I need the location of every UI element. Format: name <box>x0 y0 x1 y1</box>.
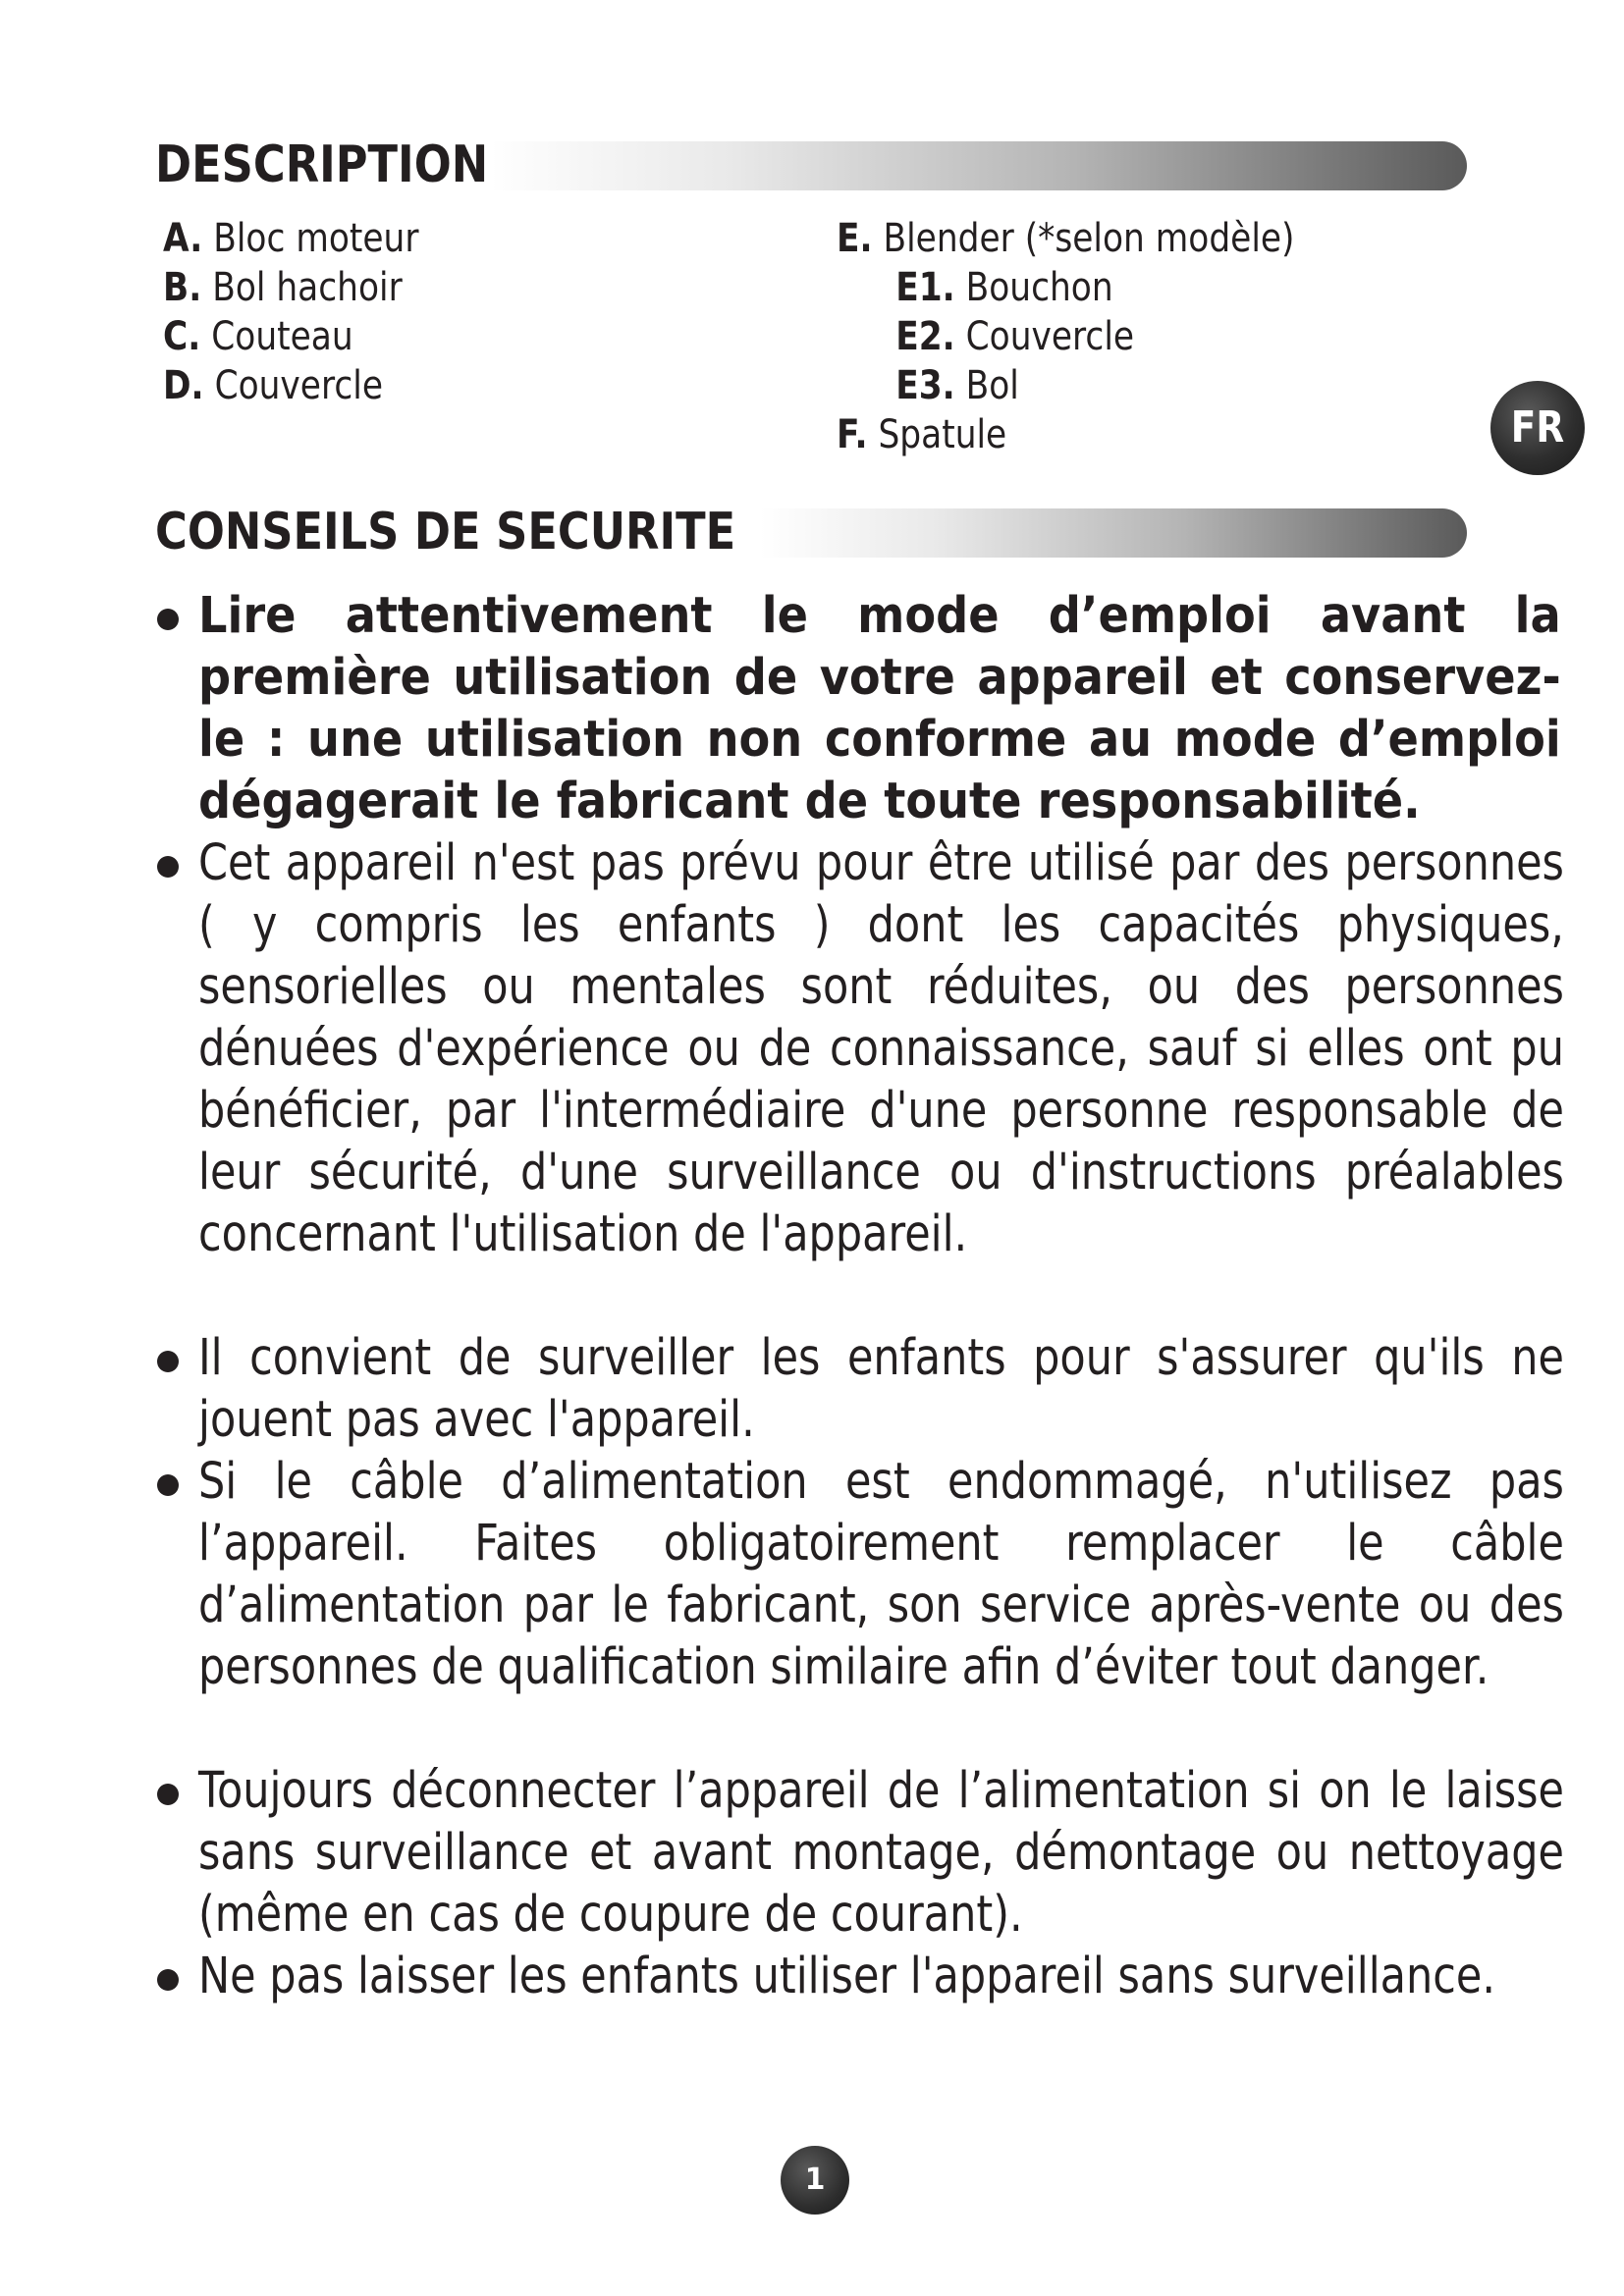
list-item: Cet appareil n'est pas prévu pour être utilisé par des personnes ( y compris les enfants ) dont les capacités physiques, sensorielles ou mentales sont réduites, ou des personnes dénuées d'expérience ou de connaissance, sauf si elles ont pu bénéficier, par l'intermédiaire d'une personne responsable de leur sécurité, d'une surveillance ou d'instructions préalables concernant l'utilisation de l'appareil. <box>155 832 1569 1327</box>
safety-title: CONSEILS DE SECURITE <box>155 501 742 563</box>
bullet-icon <box>157 856 179 878</box>
description-header <box>155 133 1467 196</box>
list-item: B. Bol hachoir <box>163 265 403 310</box>
list-item: D. Couvercle <box>163 363 383 408</box>
list-item: E1. Bouchon <box>895 265 1113 310</box>
list-item: C. Couteau <box>163 314 353 359</box>
list-item: Toujours déconnecter l’appareil de l’alimentation si on le laisse sans surveillance et avant montage, démontage ou nettoyage (même en cas de coupure de courant). <box>155 1760 1569 1946</box>
list-item: Il convient de surveiller les enfants pour s'assurer qu'ils ne jouent pas avec l'appareil. <box>155 1327 1569 1451</box>
list-item: Ne pas laisser les enfants utiliser l'appareil sans surveillance. <box>155 1946 1569 2069</box>
list-item: Lire attentivement le mode d’emploi avant la première utilisation de votre appareil et conservez-le : une utilisation non conforme au mode d’emploi dégagerait le fabricant de toute responsabilité. <box>155 585 1569 832</box>
language-badge: FR <box>1490 381 1585 475</box>
list-item: E. Blender (*selon modèle) <box>837 216 1295 261</box>
page-number: 1 <box>781 2146 849 2215</box>
bullet-icon <box>157 1474 179 1496</box>
list-item: F. Spatule <box>837 412 1007 457</box>
safety-list <box>155 585 1569 2069</box>
list-item: E3. Bol <box>895 363 1019 408</box>
list-item: A. Bloc moteur <box>163 216 419 261</box>
bullet-icon <box>157 609 179 630</box>
safety-header <box>155 501 1467 563</box>
list-item: Si le câble d’alimentation est endommagé, n'utilisez pas l’appareil. Faites obligatoirement remplacer le câble d’alimentation par le fabricant, son service après-vente ou des personnes de qualification similaire afin d’éviter tout danger. <box>155 1451 1569 1760</box>
header-gradient-bar <box>760 508 1467 558</box>
bullet-icon <box>157 1969 179 1991</box>
description-right-column <box>837 214 1369 459</box>
list-item: E2. Couvercle <box>895 314 1135 359</box>
bullet-icon <box>157 1784 179 1805</box>
description-left-column <box>163 214 460 410</box>
header-gradient-bar <box>485 141 1467 190</box>
bullet-icon <box>157 1351 179 1372</box>
description-title: DESCRIPTION <box>155 133 495 196</box>
